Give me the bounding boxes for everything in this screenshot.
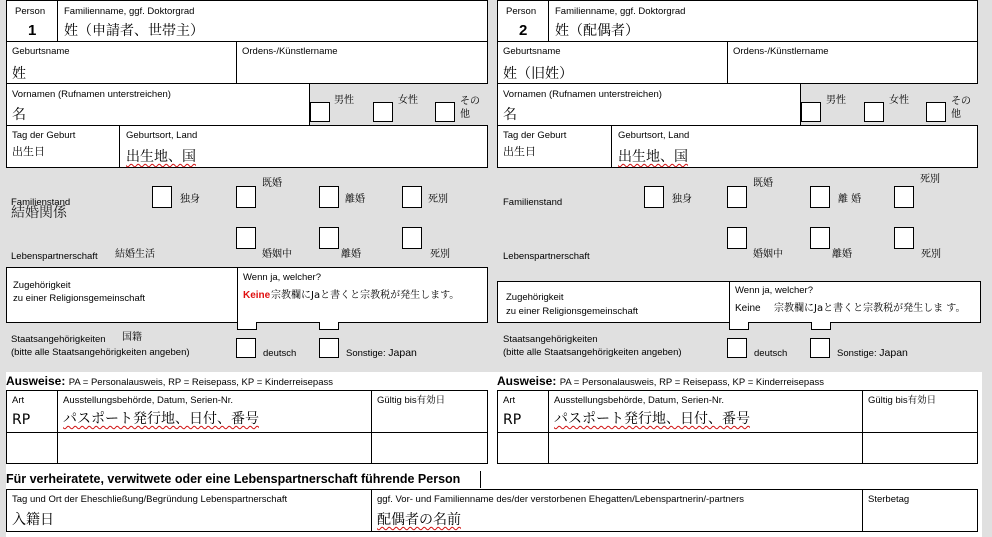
lp-widowed-label: 死別	[921, 249, 941, 260]
tag-ort-value: 入籍日	[12, 512, 54, 528]
religion-no-checkbox[interactable]	[811, 322, 831, 330]
religion-yes-checkbox[interactable]	[729, 322, 749, 330]
widowed-label: 死別	[920, 174, 940, 185]
art-label: Art	[503, 395, 516, 406]
male-checkbox[interactable]	[801, 102, 821, 122]
ausstellung-field[interactable]	[548, 390, 863, 433]
geburtsname-label: Geburtsname	[12, 46, 70, 57]
person-number-cell	[497, 0, 549, 42]
spouse-name-value: 配偶者の名前	[377, 512, 461, 528]
vornamen-label: Vornamen (Rufnamen unterstreichen)	[12, 89, 171, 100]
other-checkbox[interactable]	[435, 102, 455, 122]
nat-sonstige-label: Sonstige: Japan	[346, 347, 417, 359]
vornamen-field[interactable]	[497, 83, 801, 126]
art-label: Art	[12, 395, 25, 406]
geburtsname-value: 姓	[12, 66, 26, 82]
lp-divorced-label: 離婚	[832, 249, 852, 260]
sterbetag-label: Sterbetag	[868, 494, 910, 505]
male-checkbox[interactable]	[310, 102, 330, 122]
familienname-value: 姓（申請者、世帯主）	[64, 23, 204, 39]
art-field[interactable]	[497, 390, 549, 433]
vornamen-label: Vornamen (Rufnamen unterstreichen)	[503, 89, 662, 100]
widowed-label: 死別	[428, 194, 448, 205]
lp-widowed-label: 死別	[430, 249, 450, 260]
religion-keine: Keine	[243, 290, 271, 301]
ausweise-heading: Ausweise: PA = Personalausweis, RP = Reisepass, KP = Kinderreisepass	[497, 374, 825, 388]
nat-deutsch-checkbox[interactable]	[727, 338, 747, 358]
geburtsort-field[interactable]	[611, 125, 978, 168]
person-number-cell	[6, 0, 58, 42]
geburtsort-value: 出生地、国	[618, 149, 688, 165]
tag-der-geburt-value: 出生日	[12, 145, 45, 158]
tag-der-geburt-value: 出生日	[503, 145, 536, 158]
religion-label-line1: Zugehörigkeit	[506, 292, 564, 303]
nat-sonstige-label: Sonstige: Japan	[837, 347, 908, 359]
female-checkbox[interactable]	[864, 102, 884, 122]
ordensname-field[interactable]	[236, 41, 488, 84]
single-label: 独身	[672, 194, 692, 205]
lp-widowed-checkbox[interactable]	[402, 227, 422, 249]
lp-note: 結婚生活	[115, 249, 155, 260]
ordensname-label: Ordens-/Künstlername	[733, 46, 829, 57]
art-field[interactable]	[6, 390, 58, 433]
familienstand-label: Familienstand	[503, 197, 563, 208]
art-field-2[interactable]	[497, 432, 549, 464]
lp-divorced-checkbox[interactable]	[319, 227, 339, 249]
text-cursor	[480, 471, 481, 488]
spouse-name-field[interactable]	[371, 489, 863, 532]
art-field-2[interactable]	[6, 432, 58, 464]
gueltig-field-2[interactable]	[862, 432, 978, 464]
lp-married-checkbox[interactable]	[236, 227, 256, 249]
familienname-label: Familienname, ggf. Doktorgrad	[64, 6, 195, 17]
lebenspartnerschaft-label: Lebenspartnerschaft	[11, 251, 98, 262]
other-label: その他	[460, 96, 480, 120]
religion-yes-checkbox[interactable]	[237, 322, 257, 330]
nat-sonstige-checkbox[interactable]	[810, 338, 830, 358]
gueltig-field-2[interactable]	[371, 432, 488, 464]
spouse-name-label: ggf. Vor- und Familienname des/der verstorbenen Ehegatten/Lebenspartnerin/-partners	[377, 494, 745, 505]
lp-widowed-checkbox[interactable]	[894, 227, 914, 249]
person-number: 2	[519, 22, 528, 39]
married-section-title: Für verheiratete, verwitwete oder eine Lebenspartnerschaft führende Person	[6, 472, 461, 486]
other-label: その他	[951, 96, 971, 120]
divorced-checkbox[interactable]	[319, 186, 339, 208]
person-label: Person	[506, 6, 537, 17]
female-label: 女性	[398, 95, 418, 106]
staats-label: Staatsangehörigkeiten	[11, 334, 106, 345]
sterbetag-field[interactable]	[862, 489, 978, 532]
gueltig-label: Gültig bis有効日	[868, 395, 937, 406]
male-label: 男性	[334, 95, 354, 106]
familienname-value: 姓（配偶者）	[555, 23, 639, 39]
lp-married-label: 婚姻中	[262, 249, 292, 260]
geburtsname-value: 姓（旧姓）	[503, 66, 573, 82]
geburtsort-value: 出生地、国	[126, 149, 196, 165]
gueltig-label: Gültig bis有効日	[377, 395, 446, 406]
tag-ort-label: Tag und Ort der Eheschließung/Begründung Lebenspartnerschaft	[12, 494, 288, 505]
nat-sonstige-checkbox[interactable]	[319, 338, 339, 358]
geburtsort-field[interactable]	[119, 125, 488, 168]
religion-which-label: Wenn ja, welcher?	[735, 285, 813, 296]
married-checkbox[interactable]	[727, 186, 747, 208]
female-checkbox[interactable]	[373, 102, 393, 122]
nat-deutsch-label: deutsch	[263, 348, 297, 359]
religion-keine: Keine	[735, 303, 761, 314]
lp-married-checkbox[interactable]	[727, 227, 747, 249]
religion-label-line1: Zugehörigkeit	[13, 280, 71, 291]
female-label: 女性	[889, 95, 909, 106]
single-label: 独身	[180, 194, 200, 205]
religion-label-line2: zu einer Religionsgemeinschaft	[13, 293, 146, 304]
religion-which-field[interactable]	[237, 267, 488, 323]
tag-ort-eheschliessung-field[interactable]	[6, 489, 372, 532]
lp-divorced-label: 離婚	[341, 249, 361, 260]
geburtsname-field[interactable]	[6, 41, 237, 84]
background-band	[982, 372, 992, 537]
nat-deutsch-label: deutsch	[754, 348, 788, 359]
geburtsname-label: Geburtsname	[503, 46, 561, 57]
nat-deutsch-checkbox[interactable]	[236, 338, 256, 358]
geburtsname-field[interactable]	[497, 41, 728, 84]
tag-der-geburt-label: Tag der Geburt	[12, 130, 76, 141]
lebenspartnerschaft-label: Lebenspartnerschaft	[503, 251, 590, 262]
vornamen-field[interactable]	[6, 83, 310, 126]
tag-der-geburt-field[interactable]	[497, 125, 612, 168]
single-checkbox[interactable]	[644, 186, 664, 208]
person-label: Person	[15, 6, 46, 17]
familienname-field[interactable]	[548, 0, 978, 42]
kekkon-label: 結婚関係	[11, 205, 67, 221]
widowed-checkbox[interactable]	[894, 186, 914, 208]
geburtsort-label: Geburtsort, Land	[126, 130, 198, 141]
married-checkbox[interactable]	[236, 186, 256, 208]
religion-no-checkbox[interactable]	[319, 322, 339, 330]
ausstellung-label: Ausstellungsbehörde, Datum, Serien-Nr.	[63, 395, 234, 406]
married-label: 既婚	[753, 178, 773, 189]
tag-der-geburt-field[interactable]	[6, 125, 120, 168]
divorced-checkbox[interactable]	[810, 186, 830, 208]
lp-divorced-checkbox[interactable]	[810, 227, 830, 249]
staats-hint: (bitte alle Staatsangehörigkeiten angeben)	[503, 347, 682, 358]
gueltig-field[interactable]	[371, 390, 488, 433]
religion-label-line2: zu einer Religionsgemeinschaft	[506, 306, 639, 317]
ordensname-field[interactable]	[727, 41, 978, 84]
religion-note: 宗教欄にJaと書くと宗教税が発生しま す。	[774, 303, 966, 314]
religion-which-field[interactable]	[729, 281, 981, 323]
ausstellung-label: Ausstellungsbehörde, Datum, Serien-Nr.	[554, 395, 725, 406]
familienname-label: Familienname, ggf. Doktorgrad	[555, 6, 686, 17]
ordensname-label: Ordens-/Künstlername	[242, 46, 338, 57]
tag-der-geburt-label: Tag der Geburt	[503, 130, 567, 141]
religion-which-label: Wenn ja, welcher?	[243, 272, 321, 283]
single-checkbox[interactable]	[152, 186, 172, 208]
religion-label-cell	[6, 267, 238, 323]
art-value: RP	[503, 412, 522, 428]
ausweise-heading: Ausweise: PA = Personalausweis, RP = Reisepass, KP = Kinderreisepass	[6, 374, 334, 388]
religion-label-cell	[497, 281, 730, 323]
gueltig-field[interactable]	[862, 390, 978, 433]
staats-hint: (bitte alle Staatsangehörigkeiten angeben)	[11, 347, 190, 358]
widowed-checkbox[interactable]	[402, 186, 422, 208]
married-label: 既婚	[262, 178, 282, 189]
geburtsort-label: Geburtsort, Land	[618, 130, 690, 141]
staats-label: Staatsangehörigkeiten	[503, 334, 598, 345]
person-number: 1	[28, 22, 37, 39]
religion-note: 宗教欄にJaと書くと宗教税が発生します。	[271, 290, 460, 301]
familienname-field[interactable]	[57, 0, 488, 42]
familienstand-label: Familienstand	[11, 197, 71, 208]
divorced-label: 離 婚	[838, 194, 862, 205]
vornamen-value: 名	[503, 107, 517, 123]
ausstellung-field-2[interactable]	[548, 432, 863, 464]
ausstellung-value: パスポート発行地、日付、番号	[554, 411, 750, 427]
lp-married-label: 婚姻中	[753, 249, 783, 260]
ausstellung-field-2[interactable]	[57, 432, 372, 464]
ausstellung-value: パスポート発行地、日付、番号	[63, 411, 259, 427]
divorced-label: 離婚	[345, 194, 365, 205]
male-label: 男性	[826, 95, 846, 106]
staats-kokuseki: 国籍	[122, 332, 142, 343]
vornamen-value: 名	[12, 107, 26, 123]
ausstellung-field[interactable]	[57, 390, 372, 433]
other-checkbox[interactable]	[926, 102, 946, 122]
art-value: RP	[12, 412, 31, 428]
